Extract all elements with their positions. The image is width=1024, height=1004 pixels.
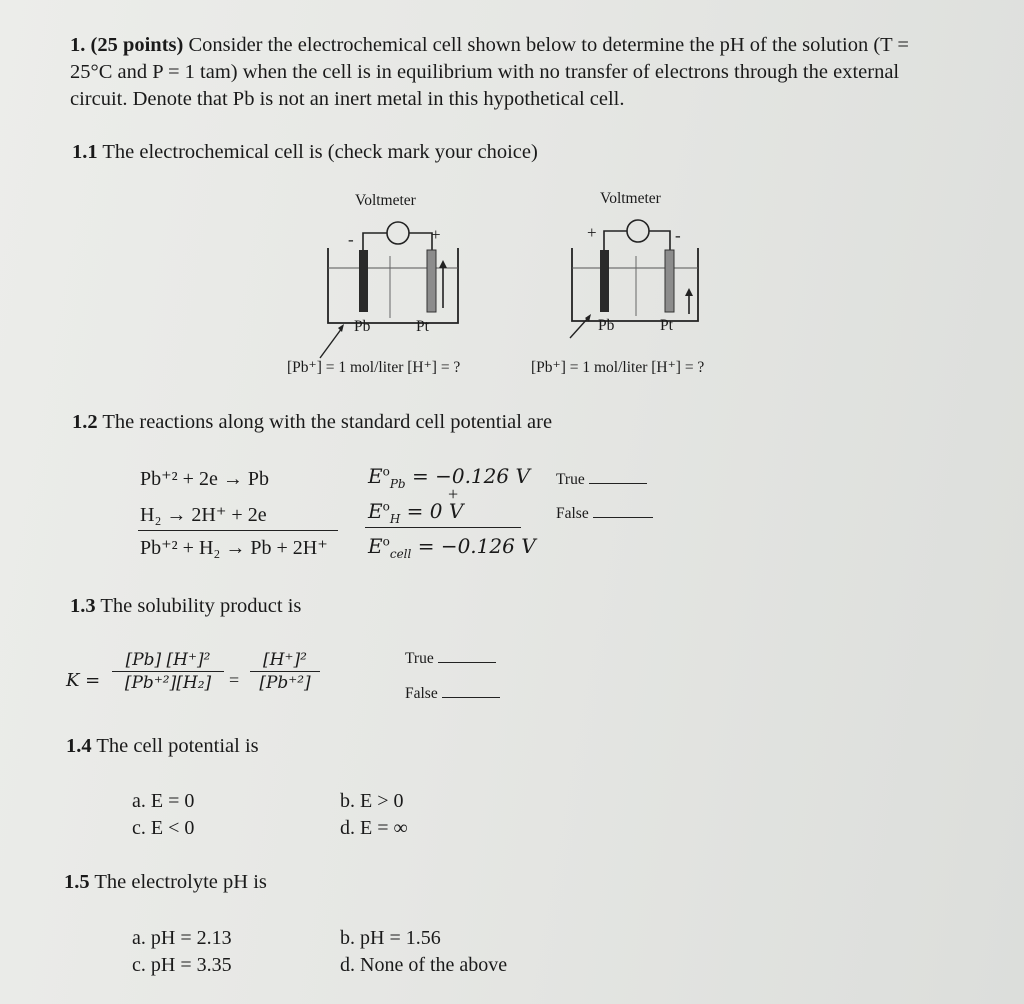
section-1-5-heading [64, 871, 267, 894]
minus-sign: - [675, 226, 681, 245]
section-title: The reactions along with the standard cell potential are [102, 411, 553, 433]
section-number: 1.1 [72, 141, 98, 163]
fraction-2 [250, 650, 320, 693]
cell-left-caption: [Pb⁺] = 1 mol/liter [H⁺] = ? [287, 359, 461, 376]
section-number: 1.4 [66, 735, 92, 757]
option-a[interactable]: a. pH = 2.13 [132, 927, 232, 949]
e-sup: o [382, 464, 390, 479]
potential-value: = 0 V [406, 499, 464, 523]
pb-electrode-label: Pb [354, 318, 371, 335]
e-sub: H [389, 512, 401, 526]
section-title: The solubility product is [100, 595, 302, 617]
section-number: 1.5 [64, 871, 90, 893]
section-title: The electrochemical cell is (check mark your choice) [102, 141, 538, 163]
true-label: True [405, 650, 434, 667]
e-sup: o [382, 534, 390, 549]
fraction-denominator: [Pb⁺²][H₂] [124, 673, 212, 693]
reaction-1: Pb⁺² + 2e → Pb [140, 468, 269, 490]
false-label: False [556, 505, 589, 522]
pt-electrode-label: Pt [660, 317, 673, 334]
answer-blank[interactable] [593, 503, 653, 518]
plus-sign: + [431, 225, 441, 244]
pt-electrode-label: Pt [416, 318, 429, 335]
option-b[interactable]: b. E > 0 [340, 790, 404, 812]
potential-sum-line [365, 527, 521, 528]
section-title: The cell potential is [96, 735, 259, 757]
false-label: False [405, 685, 438, 702]
option-a[interactable]: a. E = 0 [132, 790, 195, 812]
fraction-numerator: [H⁺]² [263, 650, 307, 670]
question-text: Consider the electrochemical cell shown below to determine the pH of the solution (T = 25°C and P = 1 tam) when the cell is in equilibrium with no transfer of electrons through the external circuit. Denote that Pb is not an inert metal in this hypothetical cell. [70, 34, 909, 110]
false-option-1-2[interactable] [556, 503, 653, 523]
question-1 [70, 32, 950, 113]
voltmeter-label: Voltmeter [600, 190, 661, 207]
k-symbol: K = [66, 670, 101, 691]
e-symbol: E [368, 499, 383, 523]
reaction-2: H₂ → 2H⁺ + 2e [140, 504, 267, 526]
reaction-sum-line [138, 530, 338, 531]
cell-right-drawing [540, 186, 770, 376]
question-points: (25 points) [90, 34, 184, 56]
potential-h-plus-sign: + [448, 484, 459, 504]
answer-blank[interactable] [438, 648, 496, 663]
cell-diagram-right [540, 186, 770, 376]
reaction-overall: Pb⁺² + H₂ → Pb + 2H⁺ [140, 537, 328, 559]
potential-cell [368, 534, 536, 561]
false-option-1-3[interactable] [405, 683, 500, 703]
section-title: The electrolyte pH is [94, 871, 267, 893]
e-sup: o [382, 499, 390, 514]
option-d[interactable]: d. None of the above [340, 954, 508, 976]
e-symbol: E [368, 534, 383, 558]
cell-diagram-left [280, 188, 510, 378]
cell-right-caption: [Pb⁺] = 1 mol/liter [H⁺] = ? [531, 359, 705, 376]
section-1-3-heading [70, 595, 301, 618]
equals-sign: = [229, 670, 240, 690]
voltmeter-label: Voltmeter [355, 192, 416, 209]
section-number: 1.3 [70, 595, 96, 617]
option-b[interactable]: b. pH = 1.56 [340, 927, 441, 949]
potential-value: = −0.126 V [411, 464, 530, 488]
minus-sign: - [348, 230, 354, 249]
potential-value: = −0.126 V [417, 534, 536, 558]
cell-left-drawing [280, 188, 510, 378]
fraction-denominator: [Pb⁺²] [259, 673, 311, 693]
true-label: True [556, 471, 585, 488]
section-1-4-heading [66, 735, 259, 758]
fraction-bar [250, 671, 320, 672]
section-1-1-heading [72, 141, 538, 164]
true-option-1-2[interactable] [556, 469, 647, 489]
fraction-1 [112, 650, 224, 693]
answer-blank[interactable] [442, 683, 500, 698]
potential-h [368, 499, 464, 526]
pb-electrode-label: Pb [598, 317, 615, 334]
option-c[interactable]: c. pH = 3.35 [132, 954, 232, 976]
question-number: 1. [70, 34, 86, 56]
option-d[interactable]: d. E = ∞ [340, 817, 408, 839]
fraction-numerator: [Pb] [H⁺]² [125, 650, 211, 670]
e-symbol: E [368, 464, 383, 488]
plus-sign: + [587, 223, 597, 242]
option-c[interactable]: c. E < 0 [132, 817, 195, 839]
e-sub: cell [389, 547, 412, 561]
e-sub: Pb [389, 477, 406, 491]
section-1-2-heading [72, 411, 552, 434]
fraction-bar [112, 671, 224, 672]
section-number: 1.2 [72, 411, 98, 433]
answer-blank[interactable] [589, 469, 647, 484]
true-option-1-3[interactable] [405, 648, 496, 668]
